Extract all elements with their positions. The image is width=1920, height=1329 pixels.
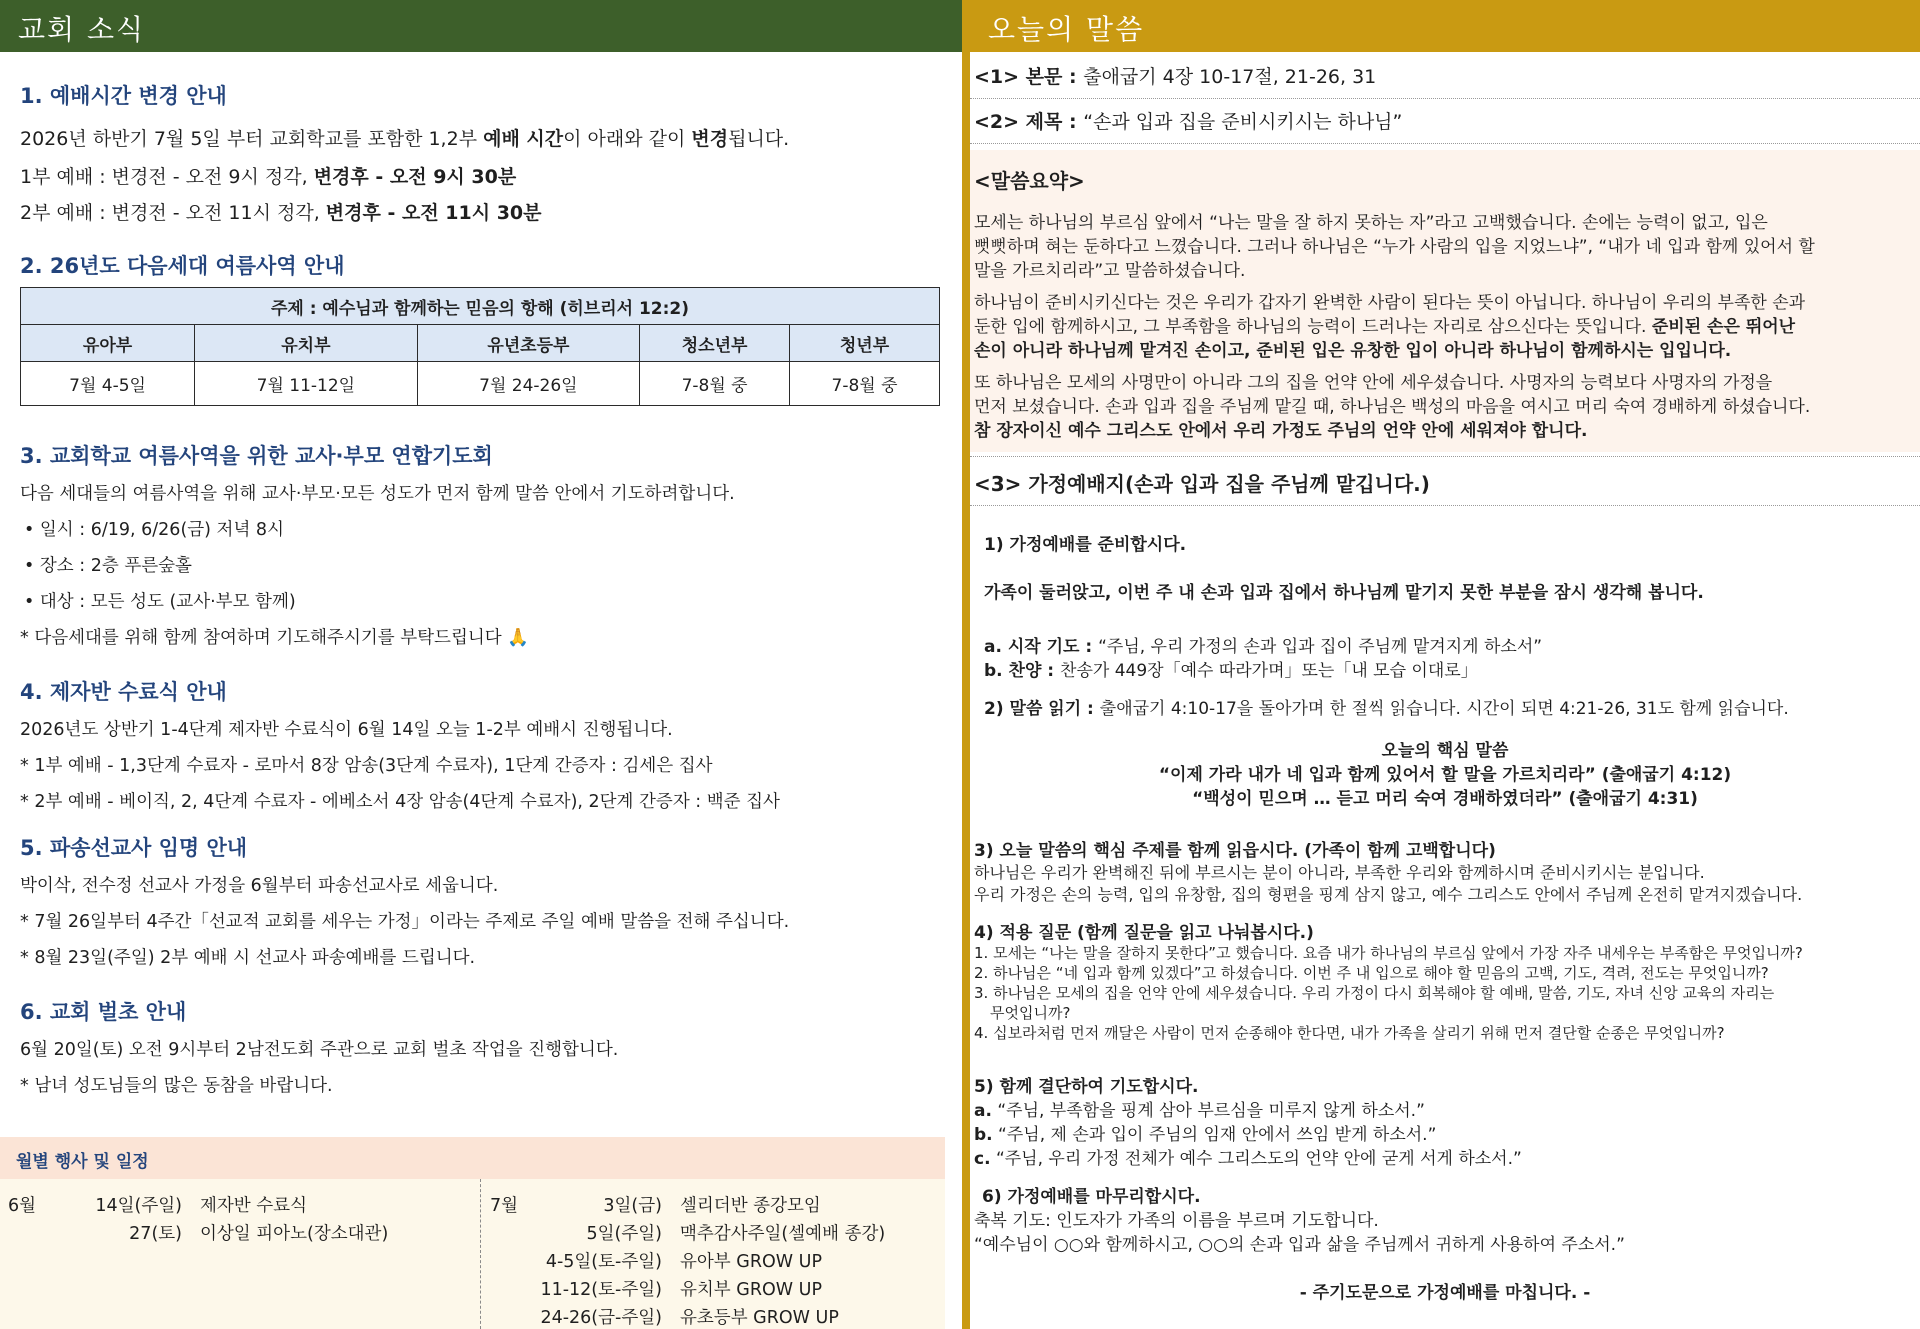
schedule-date: 27(토) <box>129 1224 182 1244</box>
step-2-reading <box>984 694 1789 719</box>
dept-header: 유치부 <box>195 325 418 362</box>
separator <box>970 143 1920 144</box>
section-6-title: 6. 교회 벌초 안내 <box>20 1000 187 1024</box>
dept-header: 청년부 <box>790 325 940 362</box>
prayer-b <box>974 1120 1436 1145</box>
prayer-c-text: “주님, 우리 가정 전체가 예수 그리스도의 언약 안에 굳게 서게 하소서.” <box>990 1149 1522 1169</box>
prayer-b-text: “주님, 제 손과 입이 주님의 임재 안에서 쓰임 받게 하소서.” <box>992 1125 1437 1145</box>
step-2-text: 출애굽기 4:10-17을 돌아가며 한 절씩 읽습니다. 시간이 되면 4:21-26, 31도 함께 읽습니다. <box>1099 699 1789 719</box>
service-2-after: 변경후 - 오전 11시 30분 <box>325 202 542 224</box>
schedule-date: 24-26(금-주일) <box>540 1308 662 1328</box>
summary-p2-bold: 준비된 손은 뛰어난 <box>1651 317 1796 337</box>
dept-date: 7-8월 중 <box>640 362 790 406</box>
sermon-title-label: <2> 제목 : <box>974 111 1084 133</box>
schedule-event: 제자반 수료식 <box>200 1196 307 1216</box>
prayer-target: • 대상 : 모든 성도 (교사·부모 함께) <box>24 592 296 612</box>
step-3-title: 3) 오늘 말씀의 핵심 주제를 함께 읽읍시다. (가족이 함께 고백합니다) <box>974 841 1496 861</box>
core-verse-2: “백성이 믿으며 … 듣고 머리 숙여 경배하였더라” (출애굽기 4:31) <box>1192 789 1698 809</box>
schedule-title: 월별 행사 및 일정 <box>0 1137 945 1179</box>
column-divider-bar <box>962 0 970 1329</box>
todays-word-panel <box>970 0 1920 1329</box>
summary-p2-line: 하나님이 준비시키신다는 것은 우리가 갑자기 완벽한 사람이 된다는 뜻이 아닙니다. 하나님이 우리의 부족한 손과 <box>974 293 1806 313</box>
intro-text: 이 아래와 같이 <box>563 128 692 150</box>
step-3-line: 하나님은 우리가 완벽해진 뒤에 부르시는 분이 아니라, 부족한 우리와 함께하시며 준비시키시는 분입니다. <box>974 863 1705 882</box>
section-4-intro: 2026년도 상반기 1-4단계 제자반 수료식이 6월 14일 오늘 1-2부 예배시 진행됩니다. <box>20 720 673 740</box>
separator <box>970 98 1920 99</box>
service-1-time <box>20 162 516 189</box>
question-3-cont: 무엇입니까? <box>990 1004 1071 1022</box>
section-5-note-1: * 7월 26일부터 4주간「선교적 교회를 세우는 가정」이라는 주제로 주일 예배 말씀을 전해 주십니다. <box>20 912 790 932</box>
sermon-title-value: “손과 입과 집을 준비시키시는 하나님” <box>1083 111 1403 133</box>
summary-p1-line: 뻣뻣하며 혀는 둔하다고 느꼈습니다. 그러나 하나님은 “누가 사람의 입을 지었느냐”, “내가 네 입과 함께 있어서 할 <box>974 237 1815 257</box>
section-3-title: 3. 교회학교 여름사역을 위한 교사·부모 연합기도회 <box>20 444 493 468</box>
step-5-title: 5) 함께 결단하여 기도합시다. <box>974 1077 1199 1097</box>
section-4-title: 4. 제자반 수료식 안내 <box>20 680 227 704</box>
scripture-text <box>974 62 1376 89</box>
summer-ministry-table <box>20 287 940 406</box>
section-5-intro: 박이삭, 전수정 선교사 가정을 6월부터 파송선교사로 세웁니다. <box>20 876 499 896</box>
summary-p3-line: 먼저 보셨습니다. 손과 입과 집을 주님께 맡길 때, 하나님은 백성의 마음을 여시고 머리 숙여 경배하게 하셨습니다. <box>974 397 1811 417</box>
question-1: 1. 모세는 “나는 말을 잘하지 못한다”고 했습니다. 요즘 내가 하나님의 부르심 앞에서 가장 자주 내세우는 부족함은 무엇입니까? <box>974 944 1803 962</box>
service-2-time <box>20 198 542 225</box>
service-1-after: 변경후 - 오전 9시 30분 <box>313 166 517 188</box>
family-worship-title: <3> 가정예배지(손과 입과 집을 주님께 맡깁니다.) <box>974 472 1430 496</box>
dept-header: 유아부 <box>21 325 195 362</box>
scripture-label: <1> 본문 : <box>974 66 1084 88</box>
service-1-before: 1부 예배 : 변경전 - 오전 9시 정각, <box>20 166 314 188</box>
section-3-intro: 다음 세대들의 여름사역을 위해 교사·부모·모든 성도가 먼저 함께 말씀 안에서 기도하려합니다. <box>20 484 735 504</box>
step-4-title: 4) 적용 질문 (함께 질문을 읽고 나눠봅시다.) <box>974 923 1314 943</box>
section-1-title: 1. 예배시간 변경 안내 <box>20 84 227 108</box>
hymn <box>984 656 1478 681</box>
dept-date: 7-8월 중 <box>790 362 940 406</box>
blessing-prayer: 축복 기도: 인도자가 가족의 이름을 부르며 기도합니다. <box>974 1211 1379 1231</box>
blessing-text: “예수님이 ○○와 함께하시고, ○○의 손과 입과 삶을 주님께서 귀하게 사용하여 주소서.” <box>974 1235 1625 1255</box>
core-verse-1: “이제 가라 내가 네 입과 함께 있어서 할 말을 가르치리라” (출애굽기 4:12) <box>1158 765 1732 785</box>
intro-text: 됩니다. <box>728 128 790 150</box>
section-1-intro <box>20 124 789 151</box>
dept-date: 7월 4-5일 <box>21 362 195 406</box>
schedule-event: 유아부 GROW UP <box>680 1252 823 1272</box>
question-3: 3. 하나님은 모세의 집을 언약 안에 세우셨습니다. 우리 가정이 다시 회복해야 할 예배, 말씀, 기도, 자녀 신앙 교육의 자리는 <box>974 984 1775 1002</box>
section-4-note-2: * 2부 예배 - 베이직, 2, 4단계 수료자 - 에베소서 4장 암송(4단계 수료자), 2단계 간증자 : 백준 집사 <box>20 792 780 812</box>
prayer-a-text: “주님, 부족함을 핑계 삼아 부르심을 미루지 않게 하소서.” <box>991 1101 1425 1121</box>
schedule-event: 이상일 피아노(장소대관) <box>200 1224 389 1244</box>
summary-p1-line: 말을 가르치리라”고 말씀하셨습니다. <box>974 261 1246 281</box>
schedule-date: 3일(금) <box>603 1196 662 1216</box>
step-1-description: 가족이 둘러앉고, 이번 주 내 손과 입과 집에서 하나님께 맡기지 못한 부분을 잠시 생각해 봅니다. <box>984 583 1704 603</box>
scripture-value: 출애굽기 4장 10-17절, 21-26, 31 <box>1083 66 1377 88</box>
opening-prayer-text: “주님, 우리 가정의 손과 입과 집이 주님께 맡겨지게 하소서” <box>1098 637 1543 657</box>
todays-word-header: 오늘의 말씀 <box>970 0 1920 52</box>
prayer-a-label: a. <box>974 1101 992 1121</box>
schedule-event: 유초등부 GROW UP <box>680 1308 839 1328</box>
core-verse-title: 오늘의 핵심 말씀 <box>1381 741 1509 761</box>
dept-date: 7월 24-26일 <box>417 362 640 406</box>
section-4-note-1: * 1부 예배 - 1,3단계 수료자 - 로마서 8장 암송(3단계 수료자), 1단계 간증자 : 김세은 집사 <box>20 756 713 776</box>
summary-p3-bold-line: 참 장자이신 예수 그리스도 안에서 우리 가정도 주님의 언약 안에 세워져야 합니다. <box>974 421 1588 441</box>
summary-p3-line: 또 하나님은 모세의 사명만이 아니라 그의 집을 언약 안에 세우셨습니다. 사명자의 능력보다 사명자의 가정을 <box>974 373 1773 393</box>
prayer-b-label: b. <box>974 1125 993 1145</box>
sermon-title <box>974 107 1402 134</box>
hymn-label: b. 찬양 : <box>984 661 1061 681</box>
opening-prayer <box>984 632 1542 657</box>
schedule-month-june: 6월 <box>8 1196 37 1216</box>
summer-theme: 주제 : 예수님과 함께하는 믿음의 항해 (히브리서 12:2) <box>21 288 940 325</box>
closing-line: - 주기도문으로 가정예배를 마칩니다. - <box>1299 1283 1591 1303</box>
prayer-c-label: c. <box>974 1149 991 1169</box>
section-6-intro: 6월 20일(토) 오전 9시부터 2남전도회 주관으로 교회 벌초 작업을 진행합니다. <box>20 1040 619 1060</box>
separator <box>970 456 1920 457</box>
intro-text: 2026년 하반기 7월 5일 부터 교회학교를 포함한 1,2부 <box>20 128 484 150</box>
schedule-month-july: 7월 <box>490 1196 519 1216</box>
step-6-title: 6) 가정예배를 마무리합시다. <box>982 1187 1201 1207</box>
dept-date: 7월 11-12일 <box>195 362 418 406</box>
schedule-date: 11-12(토-주일) <box>540 1280 662 1300</box>
hymn-text: 찬송가 449장「예수 따라가며」또는「내 모습 이대로」 <box>1060 661 1478 681</box>
question-2: 2. 하나님은 “네 입과 함께 있겠다”고 하셨습니다. 이번 주 내 입으로 해야 할 믿음의 고백, 기도, 격려, 전도는 무엇입니까? <box>974 964 1769 982</box>
schedule-event: 맥추감사주일(셀예배 종강) <box>680 1224 886 1244</box>
service-2-before: 2부 예배 : 변경전 - 오전 11시 정각, <box>20 202 326 224</box>
schedule-date: 14일(주일) <box>95 1196 182 1216</box>
section-5-note-2: * 8월 23일(주일) 2부 예배 시 선교사 파송예배를 드립니다. <box>20 948 476 968</box>
summary-p2-line <box>974 312 1795 337</box>
schedule-event: 셀리더반 종강모임 <box>680 1196 821 1216</box>
summary-p2-bold-line: 손이 아니라 하나님께 맡겨진 손이고, 준비된 입은 유창한 입이 아니라 하나님이 함께하시는 입입니다. <box>974 341 1732 361</box>
intro-bold-worship-time: 예배 시간 <box>483 128 564 150</box>
dept-header: 유년초등부 <box>417 325 640 362</box>
section-5-title: 5. 파송선교사 임명 안내 <box>20 836 248 860</box>
prayer-time: • 일시 : 6/19, 6/26(금) 저녁 8시 <box>24 520 284 540</box>
summary-p1-line: 모세는 하나님의 부르심 앞에서 “나는 말을 잘 하지 못하는 자”라고 고백했습니다. 손에는 능력이 없고, 입은 <box>974 213 1768 233</box>
prayer-c <box>974 1144 1522 1169</box>
summary-p2-text: 둔한 입에 함께하시고, 그 부족함을 하나님의 능력이 드러나는 자리로 삼으신다는 뜻입니다. <box>974 317 1652 337</box>
step-2-label: 2) 말씀 읽기 : <box>984 699 1100 719</box>
prayer-a <box>974 1096 1425 1121</box>
opening-prayer-label: a. 시작 기도 : <box>984 637 1099 657</box>
schedule-divider <box>480 1179 481 1329</box>
schedule-date: 4-5일(토-주일) <box>545 1252 662 1272</box>
monthly-schedule <box>0 1137 945 1329</box>
schedule-event: 유치부 GROW UP <box>680 1280 823 1300</box>
section-2-title: 2. 26년도 다음세대 여름사역 안내 <box>20 254 345 278</box>
schedule-date: 5일(주일) <box>586 1224 662 1244</box>
dept-header: 청소년부 <box>640 325 790 362</box>
summary-title: <말씀요약> <box>974 169 1085 193</box>
question-4: 4. 십보라처럼 먼저 깨달은 사람이 먼저 순종해야 한다면, 내가 가족을 살리기 위해 먼저 결단할 순종은 무엇입니까? <box>974 1024 1725 1042</box>
separator <box>970 505 1920 506</box>
section-6-note: * 남녀 성도님들의 많은 동참을 바랍니다. <box>20 1076 333 1096</box>
step-1-title: 1) 가정예배를 준비합시다. <box>984 535 1187 555</box>
step-3-line: 우리 가정은 손의 능력, 입의 유창함, 집의 형편을 핑계 삼지 않고, 예수 그리스도 안에서 주님께 온전히 맡겨지겠습니다. <box>974 885 1803 904</box>
church-news-header: 교회 소식 <box>0 0 962 52</box>
intro-bold-change: 변경 <box>691 128 729 150</box>
prayer-place: • 장소 : 2층 푸른숲홀 <box>24 556 192 576</box>
section-3-note: * 다음세대를 위해 함께 참여하며 기도해주시기를 부탁드립니다 🙏 <box>20 628 530 648</box>
